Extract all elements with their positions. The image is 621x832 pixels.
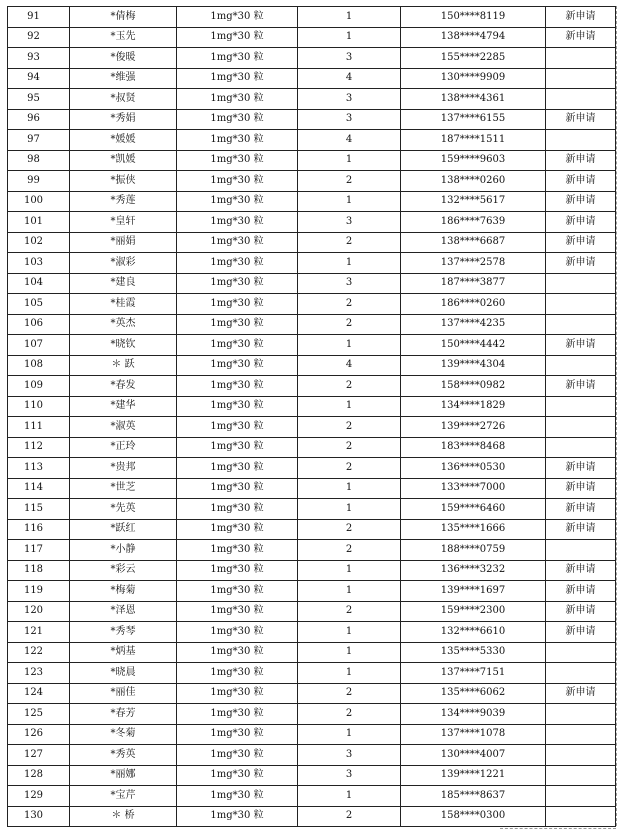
name-cell: *晓钦 xyxy=(70,335,177,356)
spec-cell: 1mg*30 粒 xyxy=(177,48,298,69)
note-cell: 新申请 xyxy=(546,560,616,581)
quantity-cell: 3 xyxy=(298,109,401,130)
name-cell: *小静 xyxy=(70,540,177,561)
table-row xyxy=(8,786,616,807)
spec-cell: 1mg*30 粒 xyxy=(177,724,298,745)
table-row xyxy=(8,89,616,110)
quantity-cell: 1 xyxy=(298,786,401,807)
phone-cell: 130****4007 xyxy=(401,745,546,766)
name-cell: *媛媛 xyxy=(70,130,177,151)
spec-cell: 1mg*30 粒 xyxy=(177,704,298,725)
spec-cell: 1mg*30 粒 xyxy=(177,191,298,212)
note-cell: 新申请 xyxy=(546,27,616,48)
table-row xyxy=(8,458,616,479)
row-number-cell: 124 xyxy=(8,683,70,704)
name-cell: *春发 xyxy=(70,376,177,397)
name-cell: *彩云 xyxy=(70,560,177,581)
note-cell: 新申请 xyxy=(546,212,616,233)
name-cell: *晓晨 xyxy=(70,663,177,684)
note-cell: 新申请 xyxy=(546,376,616,397)
quantity-cell: 2 xyxy=(298,540,401,561)
phone-cell: 187****1511 xyxy=(401,130,546,151)
note-cell xyxy=(546,806,616,827)
quantity-cell: 2 xyxy=(298,376,401,397)
name-cell: *炳基 xyxy=(70,642,177,663)
note-cell xyxy=(546,437,616,458)
spec-cell: 1mg*30 粒 xyxy=(177,786,298,807)
name-cell: *倩梅 xyxy=(70,7,177,28)
spec-cell: 1mg*30 粒 xyxy=(177,622,298,643)
spec-cell: 1mg*30 粒 xyxy=(177,540,298,561)
note-cell xyxy=(546,540,616,561)
quantity-cell: 1 xyxy=(298,663,401,684)
quantity-cell: 2 xyxy=(298,294,401,315)
note-cell xyxy=(546,294,616,315)
spec-cell: 1mg*30 粒 xyxy=(177,68,298,89)
spec-cell: 1mg*30 粒 xyxy=(177,417,298,438)
quantity-cell: 1 xyxy=(298,724,401,745)
quantity-cell: 3 xyxy=(298,89,401,110)
spec-cell: 1mg*30 粒 xyxy=(177,109,298,130)
table-row xyxy=(8,622,616,643)
table-row xyxy=(8,396,616,417)
spec-cell: 1mg*30 粒 xyxy=(177,683,298,704)
note-cell: 新申请 xyxy=(546,335,616,356)
row-number-cell: 107 xyxy=(8,335,70,356)
table-row xyxy=(8,765,616,786)
phone-cell: 139****1221 xyxy=(401,765,546,786)
phone-cell: 186****0260 xyxy=(401,294,546,315)
phone-cell: 159****2300 xyxy=(401,601,546,622)
quantity-cell: 1 xyxy=(298,622,401,643)
row-number-cell: 112 xyxy=(8,437,70,458)
spec-cell: 1mg*30 粒 xyxy=(177,212,298,233)
spec-cell: 1mg*30 粒 xyxy=(177,376,298,397)
quantity-cell: 4 xyxy=(298,130,401,151)
spec-cell: 1mg*30 粒 xyxy=(177,663,298,684)
row-number-cell: 108 xyxy=(8,355,70,376)
applicant-table xyxy=(7,6,616,827)
note-cell xyxy=(546,786,616,807)
spec-cell: 1mg*30 粒 xyxy=(177,458,298,479)
note-cell: 新申请 xyxy=(546,622,616,643)
table-row xyxy=(8,437,616,458)
quantity-cell: 1 xyxy=(298,581,401,602)
phone-cell: 138****0260 xyxy=(401,171,546,192)
quantity-cell: 3 xyxy=(298,745,401,766)
table-row xyxy=(8,540,616,561)
name-cell: *皇轩 xyxy=(70,212,177,233)
spec-cell: 1mg*30 粒 xyxy=(177,745,298,766)
quantity-cell: 2 xyxy=(298,806,401,827)
name-cell: *秀莲 xyxy=(70,191,177,212)
quantity-cell: 1 xyxy=(298,27,401,48)
name-cell: *淑英 xyxy=(70,417,177,438)
row-number-cell: 105 xyxy=(8,294,70,315)
note-cell: 新申请 xyxy=(546,519,616,540)
phone-cell: 159****9603 xyxy=(401,150,546,171)
phone-cell: 132****6610 xyxy=(401,622,546,643)
spec-cell: 1mg*30 粒 xyxy=(177,335,298,356)
name-cell: *正玲 xyxy=(70,437,177,458)
name-cell: *贵邦 xyxy=(70,458,177,479)
spec-cell: 1mg*30 粒 xyxy=(177,27,298,48)
note-cell: 新申请 xyxy=(546,171,616,192)
quantity-cell: 2 xyxy=(298,417,401,438)
spec-cell: 1mg*30 粒 xyxy=(177,150,298,171)
table-row xyxy=(8,253,616,274)
row-number-cell: 115 xyxy=(8,499,70,520)
quantity-cell: 2 xyxy=(298,232,401,253)
row-number-cell: 130 xyxy=(8,806,70,827)
phone-cell: 137****6155 xyxy=(401,109,546,130)
note-cell xyxy=(546,704,616,725)
name-cell: *梅菊 xyxy=(70,581,177,602)
table-row xyxy=(8,683,616,704)
name-cell: *桂霞 xyxy=(70,294,177,315)
name-cell: *丽娜 xyxy=(70,765,177,786)
table-row xyxy=(8,7,616,28)
quantity-cell: 1 xyxy=(298,478,401,499)
name-cell: *先英 xyxy=(70,499,177,520)
phone-cell: 136****0530 xyxy=(401,458,546,479)
note-cell xyxy=(546,765,616,786)
quantity-cell: 1 xyxy=(298,7,401,28)
phone-cell: 138****6687 xyxy=(401,232,546,253)
name-cell: *维强 xyxy=(70,68,177,89)
phone-cell: 187****3877 xyxy=(401,273,546,294)
note-cell: 新申请 xyxy=(546,109,616,130)
quantity-cell: 2 xyxy=(298,601,401,622)
table-row xyxy=(8,355,616,376)
name-cell: *凯媛 xyxy=(70,150,177,171)
quantity-cell: 1 xyxy=(298,396,401,417)
table-row xyxy=(8,376,616,397)
note-cell xyxy=(546,89,616,110)
name-cell: ＊ 跃 xyxy=(70,355,177,376)
spec-cell: 1mg*30 粒 xyxy=(177,294,298,315)
spec-cell: 1mg*30 粒 xyxy=(177,171,298,192)
phone-cell: 133****7000 xyxy=(401,478,546,499)
name-cell: *秀娟 xyxy=(70,109,177,130)
name-cell: *俊暖 xyxy=(70,48,177,69)
spec-cell: 1mg*30 粒 xyxy=(177,437,298,458)
note-cell xyxy=(546,642,616,663)
spec-cell: 1mg*30 粒 xyxy=(177,253,298,274)
row-number-cell: 111 xyxy=(8,417,70,438)
table-row xyxy=(8,335,616,356)
spec-cell: 1mg*30 粒 xyxy=(177,499,298,520)
table-row xyxy=(8,109,616,130)
phone-cell: 137****1078 xyxy=(401,724,546,745)
quantity-cell: 3 xyxy=(298,48,401,69)
spec-cell: 1mg*30 粒 xyxy=(177,478,298,499)
row-number-cell: 114 xyxy=(8,478,70,499)
table-row xyxy=(8,171,616,192)
name-cell: *秀英 xyxy=(70,745,177,766)
table-row xyxy=(8,150,616,171)
row-number-cell: 110 xyxy=(8,396,70,417)
quantity-cell: 1 xyxy=(298,253,401,274)
quantity-cell: 1 xyxy=(298,560,401,581)
spec-cell: 1mg*30 粒 xyxy=(177,806,298,827)
row-number-cell: 127 xyxy=(8,745,70,766)
quantity-cell: 1 xyxy=(298,335,401,356)
name-cell: *丽佳 xyxy=(70,683,177,704)
row-number-cell: 126 xyxy=(8,724,70,745)
quantity-cell: 1 xyxy=(298,499,401,520)
table-row xyxy=(8,642,616,663)
quantity-cell: 1 xyxy=(298,191,401,212)
table-row xyxy=(8,519,616,540)
row-number-cell: 125 xyxy=(8,704,70,725)
page-edge-marker xyxy=(616,6,617,826)
name-cell: *振侠 xyxy=(70,171,177,192)
table-row xyxy=(8,581,616,602)
spec-cell: 1mg*30 粒 xyxy=(177,7,298,28)
row-number-cell: 97 xyxy=(8,130,70,151)
row-number-cell: 106 xyxy=(8,314,70,335)
note-cell: 新申请 xyxy=(546,232,616,253)
quantity-cell: 2 xyxy=(298,704,401,725)
phone-cell: 134****9039 xyxy=(401,704,546,725)
phone-cell: 159****6460 xyxy=(401,499,546,520)
note-cell xyxy=(546,355,616,376)
quantity-cell: 2 xyxy=(298,437,401,458)
spec-cell: 1mg*30 粒 xyxy=(177,130,298,151)
quantity-cell: 4 xyxy=(298,68,401,89)
note-cell xyxy=(546,724,616,745)
table-row xyxy=(8,417,616,438)
row-number-cell: 116 xyxy=(8,519,70,540)
phone-cell: 132****5617 xyxy=(401,191,546,212)
table-row xyxy=(8,806,616,827)
quantity-cell: 4 xyxy=(298,355,401,376)
phone-cell: 183****8468 xyxy=(401,437,546,458)
note-cell: 新申请 xyxy=(546,150,616,171)
note-cell: 新申请 xyxy=(546,499,616,520)
phone-cell: 158****0982 xyxy=(401,376,546,397)
spec-cell: 1mg*30 粒 xyxy=(177,601,298,622)
note-cell xyxy=(546,314,616,335)
name-cell: *叔贤 xyxy=(70,89,177,110)
row-number-cell: 123 xyxy=(8,663,70,684)
note-cell: 新申请 xyxy=(546,458,616,479)
phone-cell: 158****0300 xyxy=(401,806,546,827)
spec-cell: 1mg*30 粒 xyxy=(177,765,298,786)
name-cell: *玉先 xyxy=(70,27,177,48)
spec-cell: 1mg*30 粒 xyxy=(177,581,298,602)
table-row xyxy=(8,478,616,499)
row-number-cell: 100 xyxy=(8,191,70,212)
table-row xyxy=(8,212,616,233)
row-number-cell: 121 xyxy=(8,622,70,643)
note-cell: 新申请 xyxy=(546,253,616,274)
name-cell: ＊ 桥 xyxy=(70,806,177,827)
row-number-cell: 109 xyxy=(8,376,70,397)
row-number-cell: 117 xyxy=(8,540,70,561)
phone-cell: 139****1697 xyxy=(401,581,546,602)
phone-cell: 137****4235 xyxy=(401,314,546,335)
row-number-cell: 92 xyxy=(8,27,70,48)
quantity-cell: 3 xyxy=(298,765,401,786)
row-number-cell: 99 xyxy=(8,171,70,192)
table-row xyxy=(8,314,616,335)
row-number-cell: 102 xyxy=(8,232,70,253)
row-number-cell: 120 xyxy=(8,601,70,622)
phone-cell: 186****7639 xyxy=(401,212,546,233)
spec-cell: 1mg*30 粒 xyxy=(177,519,298,540)
spec-cell: 1mg*30 粒 xyxy=(177,314,298,335)
name-cell: *泽恩 xyxy=(70,601,177,622)
name-cell: *宝芹 xyxy=(70,786,177,807)
row-number-cell: 95 xyxy=(8,89,70,110)
name-cell: *丽娟 xyxy=(70,232,177,253)
note-cell xyxy=(546,130,616,151)
row-number-cell: 118 xyxy=(8,560,70,581)
name-cell: *春芳 xyxy=(70,704,177,725)
table-row xyxy=(8,191,616,212)
row-number-cell: 101 xyxy=(8,212,70,233)
spec-cell: 1mg*30 粒 xyxy=(177,232,298,253)
name-cell: *英杰 xyxy=(70,314,177,335)
name-cell: *建华 xyxy=(70,396,177,417)
phone-cell: 137****2578 xyxy=(401,253,546,274)
phone-cell: 135****6062 xyxy=(401,683,546,704)
phone-cell: 155****2285 xyxy=(401,48,546,69)
note-cell xyxy=(546,396,616,417)
phone-cell: 130****9909 xyxy=(401,68,546,89)
name-cell: *世芝 xyxy=(70,478,177,499)
note-cell: 新申请 xyxy=(546,581,616,602)
quantity-cell: 1 xyxy=(298,642,401,663)
table-row xyxy=(8,232,616,253)
quantity-cell: 2 xyxy=(298,683,401,704)
row-number-cell: 94 xyxy=(8,68,70,89)
note-cell: 新申请 xyxy=(546,191,616,212)
quantity-cell: 3 xyxy=(298,273,401,294)
phone-cell: 135****5330 xyxy=(401,642,546,663)
row-number-cell: 128 xyxy=(8,765,70,786)
name-cell: *冬菊 xyxy=(70,724,177,745)
note-cell: 新申请 xyxy=(546,478,616,499)
name-cell: *建良 xyxy=(70,273,177,294)
phone-cell: 150****4442 xyxy=(401,335,546,356)
row-number-cell: 91 xyxy=(8,7,70,28)
spec-cell: 1mg*30 粒 xyxy=(177,396,298,417)
note-cell: 新申请 xyxy=(546,683,616,704)
quantity-cell: 3 xyxy=(298,212,401,233)
quantity-cell: 2 xyxy=(298,314,401,335)
table-row xyxy=(8,48,616,69)
row-number-cell: 119 xyxy=(8,581,70,602)
table-row xyxy=(8,745,616,766)
table-row xyxy=(8,294,616,315)
spec-cell: 1mg*30 粒 xyxy=(177,355,298,376)
note-cell xyxy=(546,273,616,294)
row-number-cell: 98 xyxy=(8,150,70,171)
note-cell xyxy=(546,68,616,89)
table-row xyxy=(8,724,616,745)
phone-cell: 138****4794 xyxy=(401,27,546,48)
row-number-cell: 129 xyxy=(8,786,70,807)
row-number-cell: 96 xyxy=(8,109,70,130)
table-row xyxy=(8,663,616,684)
row-number-cell: 122 xyxy=(8,642,70,663)
phone-cell: 188****0759 xyxy=(401,540,546,561)
row-number-cell: 103 xyxy=(8,253,70,274)
row-number-cell: 113 xyxy=(8,458,70,479)
note-cell: 新申请 xyxy=(546,601,616,622)
table-row xyxy=(8,27,616,48)
quantity-cell: 2 xyxy=(298,171,401,192)
table-row xyxy=(8,704,616,725)
name-cell: *秀琴 xyxy=(70,622,177,643)
table-row xyxy=(8,560,616,581)
quantity-cell: 1 xyxy=(298,150,401,171)
phone-cell: 135****1666 xyxy=(401,519,546,540)
phone-cell: 138****4361 xyxy=(401,89,546,110)
phone-cell: 137****7151 xyxy=(401,663,546,684)
note-cell xyxy=(546,663,616,684)
row-number-cell: 93 xyxy=(8,48,70,69)
phone-cell: 150****8119 xyxy=(401,7,546,28)
table-row xyxy=(8,499,616,520)
note-cell xyxy=(546,417,616,438)
table-row xyxy=(8,68,616,89)
row-number-cell: 104 xyxy=(8,273,70,294)
phone-cell: 134****1829 xyxy=(401,396,546,417)
spec-cell: 1mg*30 粒 xyxy=(177,273,298,294)
spec-cell: 1mg*30 粒 xyxy=(177,560,298,581)
name-cell: *淑彩 xyxy=(70,253,177,274)
phone-cell: 139****2726 xyxy=(401,417,546,438)
table-row xyxy=(8,273,616,294)
page-edge-marker xyxy=(500,828,616,829)
note-cell xyxy=(546,745,616,766)
table-row xyxy=(8,601,616,622)
name-cell: *跃红 xyxy=(70,519,177,540)
phone-cell: 136****3232 xyxy=(401,560,546,581)
quantity-cell: 2 xyxy=(298,519,401,540)
table-body xyxy=(8,7,616,827)
phone-cell: 139****4304 xyxy=(401,355,546,376)
quantity-cell: 2 xyxy=(298,458,401,479)
table-row xyxy=(8,130,616,151)
spec-cell: 1mg*30 粒 xyxy=(177,642,298,663)
note-cell xyxy=(546,48,616,69)
spec-cell: 1mg*30 粒 xyxy=(177,89,298,110)
phone-cell: 185****8637 xyxy=(401,786,546,807)
note-cell: 新申请 xyxy=(546,7,616,28)
